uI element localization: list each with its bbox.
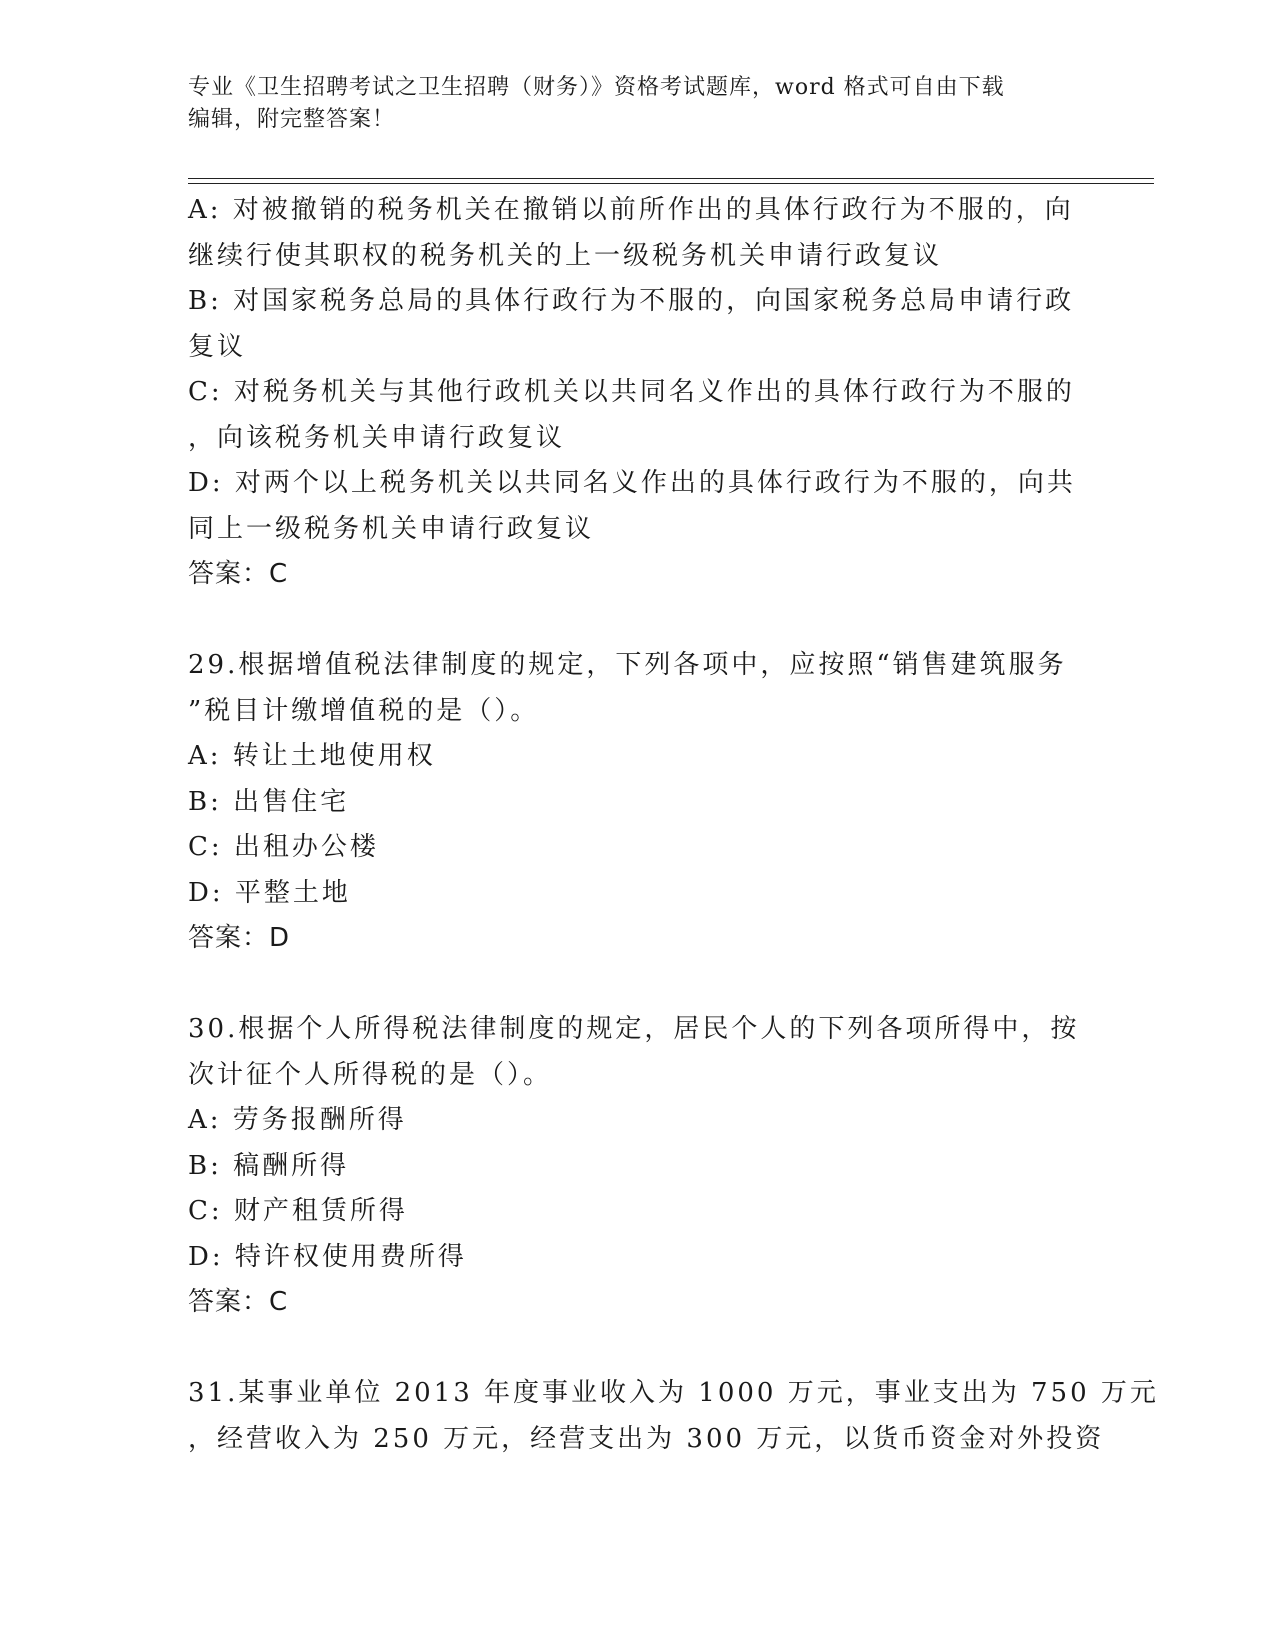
question-stem-line-1: 31.某事业单位 2013 年度事业收入为 1000 万元，事业支出为 750 万元	[188, 1378, 1159, 1408]
question-29-block	[188, 643, 1078, 962]
spacer	[188, 1326, 1078, 1372]
header-line-1: 专业《卫生招聘考试之卫生招聘（财务）》资格考试题库，word 格式可自由下载	[188, 75, 1005, 100]
question-stem-line-1: 29.根据增值税法律制度的规定，下列各项中，应按照“销售建筑服务	[188, 650, 1067, 680]
option-c-line-1: C: 对税务机关与其他行政机关以共同名义作出的具体行政行为不服的	[188, 377, 1075, 407]
question-28-block	[188, 188, 1078, 598]
option-c: C: 出租办公楼	[188, 832, 379, 862]
option-a: A: 转让土地使用权	[188, 741, 436, 771]
answer-line: 答案：D	[188, 923, 291, 953]
spacer	[188, 962, 1078, 1008]
answer-line: 答案：C	[188, 559, 289, 589]
header-divider-top	[188, 178, 1154, 179]
option-a-line-1: A: 对被撤销的税务机关在撤销以前所作出的具体行政行为不服的，向	[188, 195, 1074, 225]
option-b: B: 出售住宅	[188, 786, 350, 817]
question-stem-line-2: ，经营收入为 250 万元，经营支出为 300 万元，以货币资金对外投资	[188, 1423, 1105, 1454]
question-stem-line-2: ”税目计缴增值税的是（）。	[188, 695, 540, 726]
option-b: B: 稿酬所得	[188, 1150, 350, 1181]
question-stem-line-2: 次计征个人所得税的是（）。	[188, 1059, 553, 1090]
option-d: D: 平整土地	[188, 877, 351, 908]
question-stem-line-1: 30.根据个人所得税法律制度的规定，居民个人的下列各项所得中，按	[188, 1014, 1080, 1044]
option-a: A: 劳务报酬所得	[188, 1105, 407, 1135]
header-line-2: 编辑，附完整答案！	[188, 107, 396, 132]
option-d: D: 特许权使用费所得	[188, 1241, 467, 1272]
answer-line: 答案：C	[188, 1287, 289, 1317]
question-31-block	[188, 1371, 1159, 1462]
option-d-line-1: D: 对两个以上税务机关以共同名义作出的具体行政行为不服的，向共	[188, 468, 1076, 498]
option-b-line-1: B: 对国家税务总局的具体行政行为不服的，向国家税务总局申请行政	[188, 286, 1075, 316]
document-header	[188, 72, 1068, 136]
option-d-line-2: 同上一级税务机关申请行政复议	[188, 513, 595, 544]
question-30-block	[188, 1007, 1078, 1326]
option-b-line-2: 复议	[188, 331, 247, 362]
option-c: C: 财产租赁所得	[188, 1196, 408, 1226]
option-c-line-2: ，向该税务机关申请行政复议	[188, 422, 566, 453]
spacer	[188, 598, 1078, 644]
option-a-line-2: 继续行使其职权的税务机关的上一级税务机关申请行政复议	[188, 240, 943, 271]
header-divider-bottom	[188, 183, 1154, 184]
question-content	[188, 188, 1159, 1462]
